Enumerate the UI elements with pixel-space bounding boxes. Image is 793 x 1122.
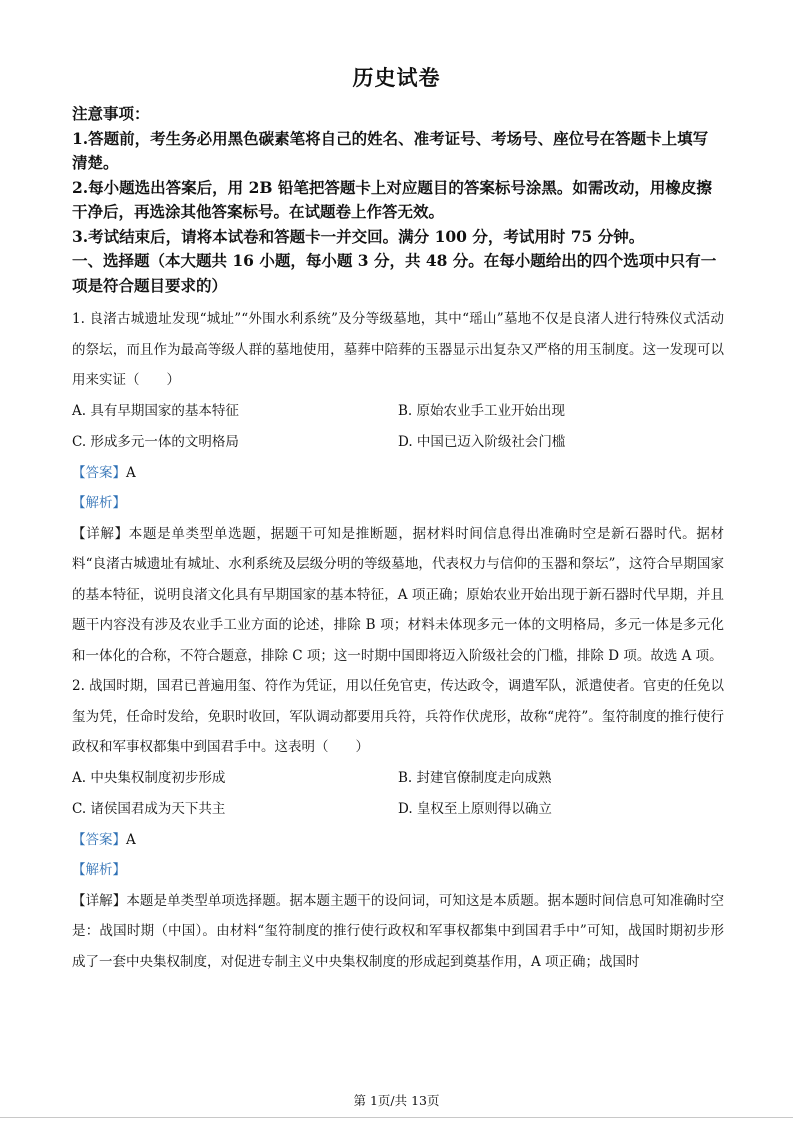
notice-heading: 注意事项： — [72, 104, 150, 123]
analysis-tag: 【解析】 — [72, 495, 126, 511]
analysis-line — [72, 488, 724, 519]
option-d: D. 中国已迈入阶级社会门槛 — [398, 433, 566, 450]
detail-paragraph — [72, 886, 724, 978]
option-a: A. 具有早期国家的基本特征 — [72, 402, 239, 419]
notice-item: 3.考试结束后，请将本试卷和答题卡一并交回。满分 100 分，考试用时 75 分钟。 — [72, 226, 645, 246]
bottom-divider — [0, 1117, 793, 1118]
answer-tag: 【答案】 — [72, 464, 126, 481]
detail-text: 本题是单类型单项选择题。据本题主题干的设问词，可知这是本质题。据本题时间信息可知准确时空是：战国时期（中国）。由材料“玺符制度的推行使行政权和军事权都集中到国君手中”可知，战国时期初步形成了一套中央集权制度，对促进专制主义中央集权制度的形成起到奠基作用，A 项正确；战国时 — [72, 892, 725, 970]
notice-section — [72, 102, 722, 298]
detail-tag: 【详解】 — [72, 892, 127, 909]
detail-tag: 【详解】 — [72, 525, 129, 542]
notice-item: 2.每小题选出答案后，用 2B 铅笔把答题卡上对应题目的答案标号涂黑。如需改动，用橡皮擦干净后，再选涂其他答案标号。在试题卷上作答无效。 — [72, 177, 712, 221]
answer-value: A — [126, 831, 136, 848]
detail-text: 本题是单类型单选题，据题干可知是推断题，据材料时间信息得出准确时空是新石器时代。据材料“良渚古城遗址有城址、水利系统及层级分明的等级墓地，代表权力与信仰的玉器和祭坛”，这符合早期国家的基本特征，说明良渚文化具有早期国家的基本特征，A 项正确；原始农业开始出现于新石器时代早期，并且题干内容没有涉及农业手工业方面的论述，排除 B 项；材料未体现多元一体的文明格局，多元一体是多元化和一体化的合称，不符合题意，排除 C 项；这一时期中国即将迈入阶级社会的门槛，排除 D 项。故选 A 项。 — [72, 525, 725, 664]
option-d: D. 皇权至上原则得以确立 — [398, 800, 552, 817]
option-row — [72, 794, 724, 825]
answer-line — [72, 458, 724, 489]
questions — [72, 304, 724, 977]
question-stem: 2. 战国时期，国君已普遍用玺、符作为凭证，用以任免官吏，传达政令，调遣军队，派遣使者。官吏的任免以玺为凭，任命时发给，免职时收回，军队调动都要用兵符，兵符作伏虎形，故称“虎符”。玺符制度的推行使行政权和军事权都集中到国君手中。这表明（ ） — [72, 678, 724, 755]
option-c: C. 诸侯国君成为天下共主 — [72, 800, 226, 817]
detail-paragraph — [72, 519, 724, 672]
answer-tag: 【答案】 — [72, 831, 126, 848]
option-c: C. 形成多元一体的文明格局 — [72, 433, 239, 450]
question-1 — [72, 304, 724, 671]
option-row — [72, 427, 724, 458]
option-a: A. 中央集权制度初步形成 — [72, 769, 226, 786]
analysis-tag: 【解析】 — [72, 862, 126, 878]
question-stem: 1. 良渚古城遗址发现“城址”“外围水利系统”及分等级墓地，其中“瑶山”墓地不仅是良渚人进行特殊仪式活动的祭坛，而且作为最高等级人群的墓地使用，墓葬中陪葬的玉器显示出复杂又严格的用玉制度。这一发现可以用来实证（ ） — [72, 311, 724, 388]
page-number: 第 1页/共 13页 — [353, 1093, 440, 1108]
option-row — [72, 396, 724, 427]
section-heading: 一、选择题（本大题共 16 小题，每小题 3 分，共 48 分。在每小题给出的四个选项中只有一项是符合题目要求的） — [72, 251, 717, 295]
page-title: 历史试卷 — [352, 65, 441, 90]
analysis-line — [72, 855, 724, 886]
option-row — [72, 763, 724, 794]
option-b: B. 原始农业手工业开始出现 — [398, 402, 566, 419]
question-2 — [72, 671, 724, 977]
answer-value: A — [126, 464, 136, 481]
option-b: B. 封建官僚制度走向成熟 — [398, 769, 552, 786]
notice-item: 1.答题前，考生务必用黑色碳素笔将自己的姓名、准考证号、考场号、座位号在答题卡上填写清楚。 — [72, 128, 709, 172]
answer-line — [72, 825, 724, 856]
